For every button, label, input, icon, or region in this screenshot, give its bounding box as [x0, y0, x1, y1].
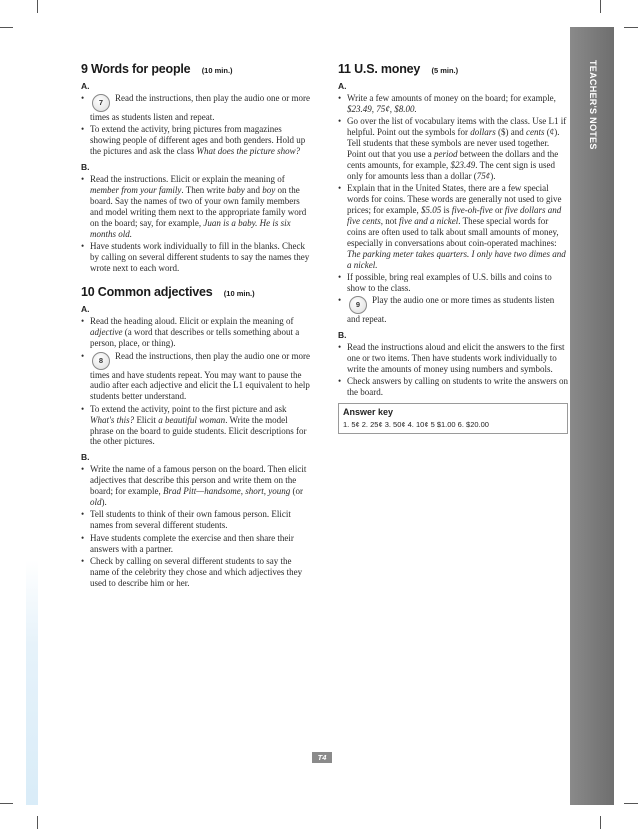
answer-key-title: Answer key — [343, 407, 394, 418]
crop-mark — [0, 803, 13, 804]
instruction-list — [81, 316, 311, 447]
subsection-label: A. — [81, 304, 90, 315]
page-number: T4 — [312, 752, 332, 763]
list-item: • Explain that in the United States, there are a few special words for coins. These words are generally not used to give prices; for example, $5.05 is five-oh-five or five dollars and five cents, not five and a nickel. These special words for coins are often used to talk about small amounts of money, especially in conversations about coin-operated machines: The parking meter takes quarters. I only have two dimes and a nickel. — [338, 183, 568, 270]
list-item: • Have students work individually to fill in the blanks. Check by calling on several different students to say the names they wrote next to each word. — [81, 241, 311, 274]
crop-mark — [37, 0, 38, 13]
teachers-notes-tab-label: TEACHER'S NOTES — [588, 60, 598, 150]
list-item: • Write a few amounts of money on the board; for example, $23.49, 75¢, $8.00. — [338, 93, 568, 115]
section-10-heading — [81, 285, 311, 299]
section-time: (10 min.) — [223, 289, 255, 299]
section-title: Words for people — [91, 62, 191, 76]
list-item: • Read the heading aloud. Elicit or explain the meaning of adjective (a word that describes or tells something about a person, place, or thing). — [81, 316, 311, 349]
section-number: 9 — [81, 62, 88, 76]
crop-mark — [37, 816, 38, 829]
list-item: • Check answers by calling on students to write the answers on the board. — [338, 376, 568, 398]
right-column — [338, 62, 568, 434]
crop-mark — [600, 816, 601, 829]
section-number: 10 — [81, 285, 95, 300]
subsection-label: A. — [338, 81, 347, 91]
section-number: 11 — [338, 62, 351, 76]
instruction-list — [338, 93, 568, 325]
crop-mark — [624, 803, 638, 804]
list-item: • Read the instructions. Elicit or explain the meaning of member from your family. Then write baby and boy on the board. Say the names of two of your own family members and model writing them next to the appropriate family word on the board; say, for example, Juan is a baby. He is six months old. — [81, 174, 311, 239]
left-color-strip — [26, 560, 38, 805]
list-item: • Have students complete the exercise and then share their answers with a partner. — [81, 533, 311, 555]
section-time: (5 min.) — [431, 66, 459, 75]
section-title: U.S. money — [354, 62, 421, 76]
instruction-list — [81, 93, 311, 157]
section-time: (10 min.) — [201, 66, 233, 75]
answer-key-box — [338, 403, 568, 434]
list-item: • 7 Read the instructions, then play the audio one or more times as students listen and repeat. — [81, 93, 311, 123]
list-item: • Check by calling on several different students to say the name of the celebrity they chose and which adjectives they used to describe him or her. — [81, 556, 311, 589]
audio-track-icon[interactable]: 7 — [92, 94, 110, 112]
crop-mark — [0, 27, 13, 28]
crop-mark — [600, 0, 601, 13]
crop-mark — [624, 27, 638, 28]
list-item: • Tell students to think of their own famous person. Elicit names from several different students. — [81, 509, 311, 531]
list-item: • To extend the activity, bring pictures from magazines showing people of different ages and both genders. Hold up the pictures and ask the class What does the picture show? — [81, 124, 311, 157]
list-item: • 8 Read the instructions, then play the audio one or more times and have students repeat. You may want to pause the audio after each adjective and elicit the L1 equivalent to help students better understand. — [81, 351, 311, 403]
list-item: • To extend the activity, point to the first picture and ask What's this? Elicit a beautiful woman. Write the model phrase on the board to guide students. Elicit descriptions for the other pictures. — [81, 404, 311, 448]
subsection-label: B. — [81, 452, 90, 463]
instruction-list — [81, 174, 311, 274]
left-column — [81, 62, 311, 590]
answer-key-text: 1. 5¢ 2. 25¢ 3. 50¢ 4. 10¢ 5 $1.00 6. $20.00 — [343, 420, 489, 430]
subsection-label: B. — [81, 162, 90, 173]
section-9-heading — [81, 62, 311, 76]
section-11-heading — [338, 62, 568, 76]
list-item: • If possible, bring real examples of U.S. bills and coins to show to the class. — [338, 272, 568, 294]
instruction-list — [338, 342, 568, 398]
list-item: • Go over the list of vocabulary items with the class. Use L1 if helpful. Point out the symbols for dollars ($) and cents (¢). Tell students that these symbols are never used together. Point out that you use a period between the dollars and the cents amounts, for example, $23.49. The cent sign is used only for amounts less than a dollar (75¢). — [338, 116, 568, 181]
subsection-label: A. — [81, 81, 90, 91]
subsection-label: B. — [338, 330, 347, 341]
list-item: • Read the instructions aloud and elicit the answers to the first one or two items. Then have students work individually to write the amounts of money using numbers and symbols. — [338, 342, 568, 375]
section-title: Common adjectives — [97, 285, 213, 300]
audio-track-icon[interactable]: 9 — [349, 296, 367, 314]
instruction-list — [81, 464, 311, 588]
list-item: • 9 Play the audio one or more times as students listen and repeat. — [338, 295, 568, 325]
list-item: • Write the name of a famous person on the board. Then elicit adjectives that describe this person and write them on the board; for example, Brad Pitt—handsome, short, young (or old). — [81, 464, 311, 508]
audio-track-icon[interactable]: 8 — [92, 352, 110, 370]
